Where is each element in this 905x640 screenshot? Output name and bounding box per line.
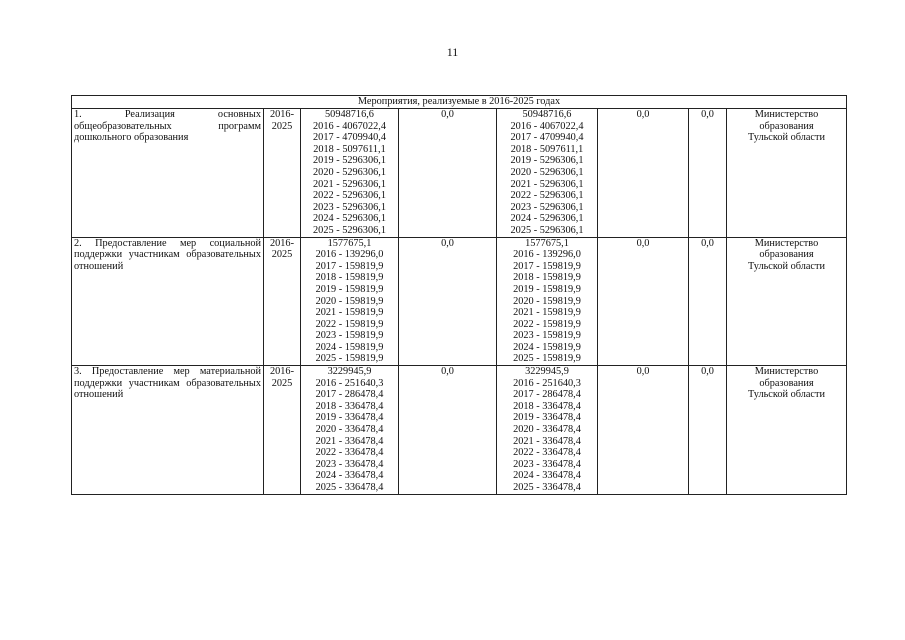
funding-line: 2021 - 159819,9 xyxy=(513,307,581,319)
funding-line: 1577675,1 xyxy=(525,237,569,249)
executor-line: Министерство xyxy=(754,366,819,378)
funding-line: 2023 - 5296306,1 xyxy=(510,201,584,213)
page-number: 11 xyxy=(446,45,459,59)
period-line: 2025 xyxy=(271,249,293,261)
funding-line: 2025 - 336478,4 xyxy=(315,482,384,493)
funding-line: 2024 - 336478,4 xyxy=(513,470,581,482)
funding-line: 2017 - 4709940,4 xyxy=(313,132,386,144)
funding-line: 2020 - 336478,4 xyxy=(513,424,581,436)
funding-line: 2023 - 159819,9 xyxy=(315,330,384,342)
funding-line: 2024 - 159819,9 xyxy=(513,341,581,353)
executor-cell xyxy=(727,237,847,366)
executor-line: образования xyxy=(759,120,814,132)
federal-funding-cell: 0,0 xyxy=(399,237,497,366)
period-line: 2025 xyxy=(271,120,293,132)
funding-line: 2017 - 159819,9 xyxy=(513,260,581,272)
funding-line: 3229945,9 xyxy=(327,366,372,378)
funding-line: 2024 - 159819,9 xyxy=(315,341,384,353)
activity-name: 2. Предоставление мер социальной поддержки участникам образовательных отношений xyxy=(72,237,264,366)
funding-line: 2017 - 286478,4 xyxy=(315,389,384,401)
other-funding-cell: 0,0 xyxy=(689,366,727,495)
funding-line: 2023 - 159819,9 xyxy=(513,330,581,342)
executor-cell xyxy=(727,366,847,495)
funding-line: 3229945,9 xyxy=(525,366,569,378)
funding-line: 2021 - 159819,9 xyxy=(315,307,384,319)
funding-line: 2016 - 139296,0 xyxy=(315,249,384,261)
executor-line: Тульской области xyxy=(747,260,825,272)
funding-line: 2018 - 159819,9 xyxy=(513,272,581,284)
funding-line: 2023 - 336478,4 xyxy=(513,458,581,470)
other-funding-cell: 0,0 xyxy=(689,109,727,238)
funding-line: 2023 - 336478,4 xyxy=(315,458,384,470)
executor-line: образования xyxy=(759,249,814,261)
funding-line: 2020 - 159819,9 xyxy=(513,295,581,307)
funding-line: 2022 - 159819,9 xyxy=(315,318,384,330)
funding-line: 2020 - 159819,9 xyxy=(315,295,384,307)
funding-line: 2018 - 336478,4 xyxy=(315,400,384,412)
table-row xyxy=(72,237,847,366)
activities-table xyxy=(71,95,847,495)
funding-line: 2024 - 5296306,1 xyxy=(510,213,584,225)
funding-line: 2016 - 139296,0 xyxy=(513,249,581,261)
funding-line: 2017 - 286478,4 xyxy=(513,389,581,401)
funding-line: 2024 - 5296306,1 xyxy=(313,213,386,225)
funding-line: 2025 - 336478,4 xyxy=(513,482,581,493)
table-row xyxy=(72,366,847,495)
funding-line: 2021 - 5296306,1 xyxy=(510,178,584,190)
activity-name: 1. Реализация основных общеобразовательных программ дошкольного образования xyxy=(72,109,264,238)
funding-line: 2022 - 5296306,1 xyxy=(313,190,386,202)
period-line: 2016- xyxy=(269,237,295,249)
municipal-funding-cell: 0,0 xyxy=(598,109,689,238)
regional-funding-cell xyxy=(497,109,598,238)
period-line: 2025 xyxy=(271,377,293,389)
funding-line: 50948716,6 xyxy=(325,109,374,120)
funding-line: 2019 - 159819,9 xyxy=(315,283,384,295)
funding-line: 50948716,6 xyxy=(522,109,572,120)
executor-line: образования xyxy=(759,377,814,389)
funding-line: 2019 - 5296306,1 xyxy=(313,155,386,167)
funding-line: 2016 - 251640,3 xyxy=(513,377,581,389)
funding-line: 2021 - 336478,4 xyxy=(315,435,384,447)
funding-line: 2019 - 5296306,1 xyxy=(510,155,584,167)
funding-line: 2020 - 5296306,1 xyxy=(510,166,584,178)
funding-line: 2021 - 336478,4 xyxy=(513,435,581,447)
total-funding-cell xyxy=(301,109,399,238)
total-funding-cell xyxy=(301,237,399,366)
funding-line: 2017 - 4709940,4 xyxy=(510,132,584,144)
federal-funding-cell: 0,0 xyxy=(399,109,497,238)
funding-line: 2020 - 5296306,1 xyxy=(313,166,386,178)
funding-line: 2025 - 5296306,1 xyxy=(510,224,584,236)
funding-line: 2018 - 5097611,1 xyxy=(510,143,584,155)
municipal-funding-cell: 0,0 xyxy=(598,366,689,495)
funding-line: 2025 - 159819,9 xyxy=(513,353,581,365)
funding-line: 2022 - 336478,4 xyxy=(513,447,581,459)
regional-funding-cell xyxy=(497,237,598,366)
period-cell xyxy=(264,237,301,366)
funding-line: 2021 - 5296306,1 xyxy=(313,178,386,190)
funding-line: 2016 - 4067022,4 xyxy=(510,120,584,132)
funding-line: 2018 - 336478,4 xyxy=(513,400,581,412)
funding-line: 2023 - 5296306,1 xyxy=(313,201,386,213)
funding-line: 1577675,1 xyxy=(327,237,372,249)
executor-line: Министерство xyxy=(754,109,819,120)
section-header-row xyxy=(72,96,847,109)
executor-cell xyxy=(727,109,847,238)
funding-line: 2025 - 159819,9 xyxy=(315,353,384,365)
funding-line: 2020 - 336478,4 xyxy=(315,424,384,436)
funding-line: 2022 - 336478,4 xyxy=(315,447,384,459)
funding-line: 2022 - 159819,9 xyxy=(513,318,581,330)
executor-line: Тульской области xyxy=(747,132,825,144)
funding-line: 2022 - 5296306,1 xyxy=(510,190,584,202)
period-line: 2016- xyxy=(269,109,295,120)
executor-line: Министерство xyxy=(754,237,819,249)
funding-line: 2019 - 336478,4 xyxy=(513,412,581,424)
funding-line: 2017 - 159819,9 xyxy=(315,260,384,272)
other-funding-cell: 0,0 xyxy=(689,237,727,366)
municipal-funding-cell: 0,0 xyxy=(598,237,689,366)
executor-line: Тульской области xyxy=(747,389,825,401)
funding-line: 2024 - 336478,4 xyxy=(315,470,384,482)
period-cell xyxy=(264,109,301,238)
funding-line: 2018 - 5097611,1 xyxy=(313,143,386,155)
section-title: Мероприятия, реализуемые в 2016-2025 годах xyxy=(72,96,847,109)
total-funding-cell xyxy=(301,366,399,495)
funding-line: 2016 - 251640,3 xyxy=(315,377,384,389)
period-cell xyxy=(264,366,301,495)
table-row xyxy=(72,109,847,238)
funding-line: 2018 - 159819,9 xyxy=(315,272,384,284)
funding-line: 2019 - 336478,4 xyxy=(315,412,384,424)
funding-line: 2016 - 4067022,4 xyxy=(313,120,386,132)
activity-name: 3. Предоставление мер материальной поддержки участникам образовательных отношений xyxy=(72,366,264,495)
federal-funding-cell: 0,0 xyxy=(399,366,497,495)
regional-funding-cell xyxy=(497,366,598,495)
funding-line: 2019 - 159819,9 xyxy=(513,283,581,295)
funding-line: 2025 - 5296306,1 xyxy=(313,224,386,236)
period-line: 2016- xyxy=(269,366,295,378)
